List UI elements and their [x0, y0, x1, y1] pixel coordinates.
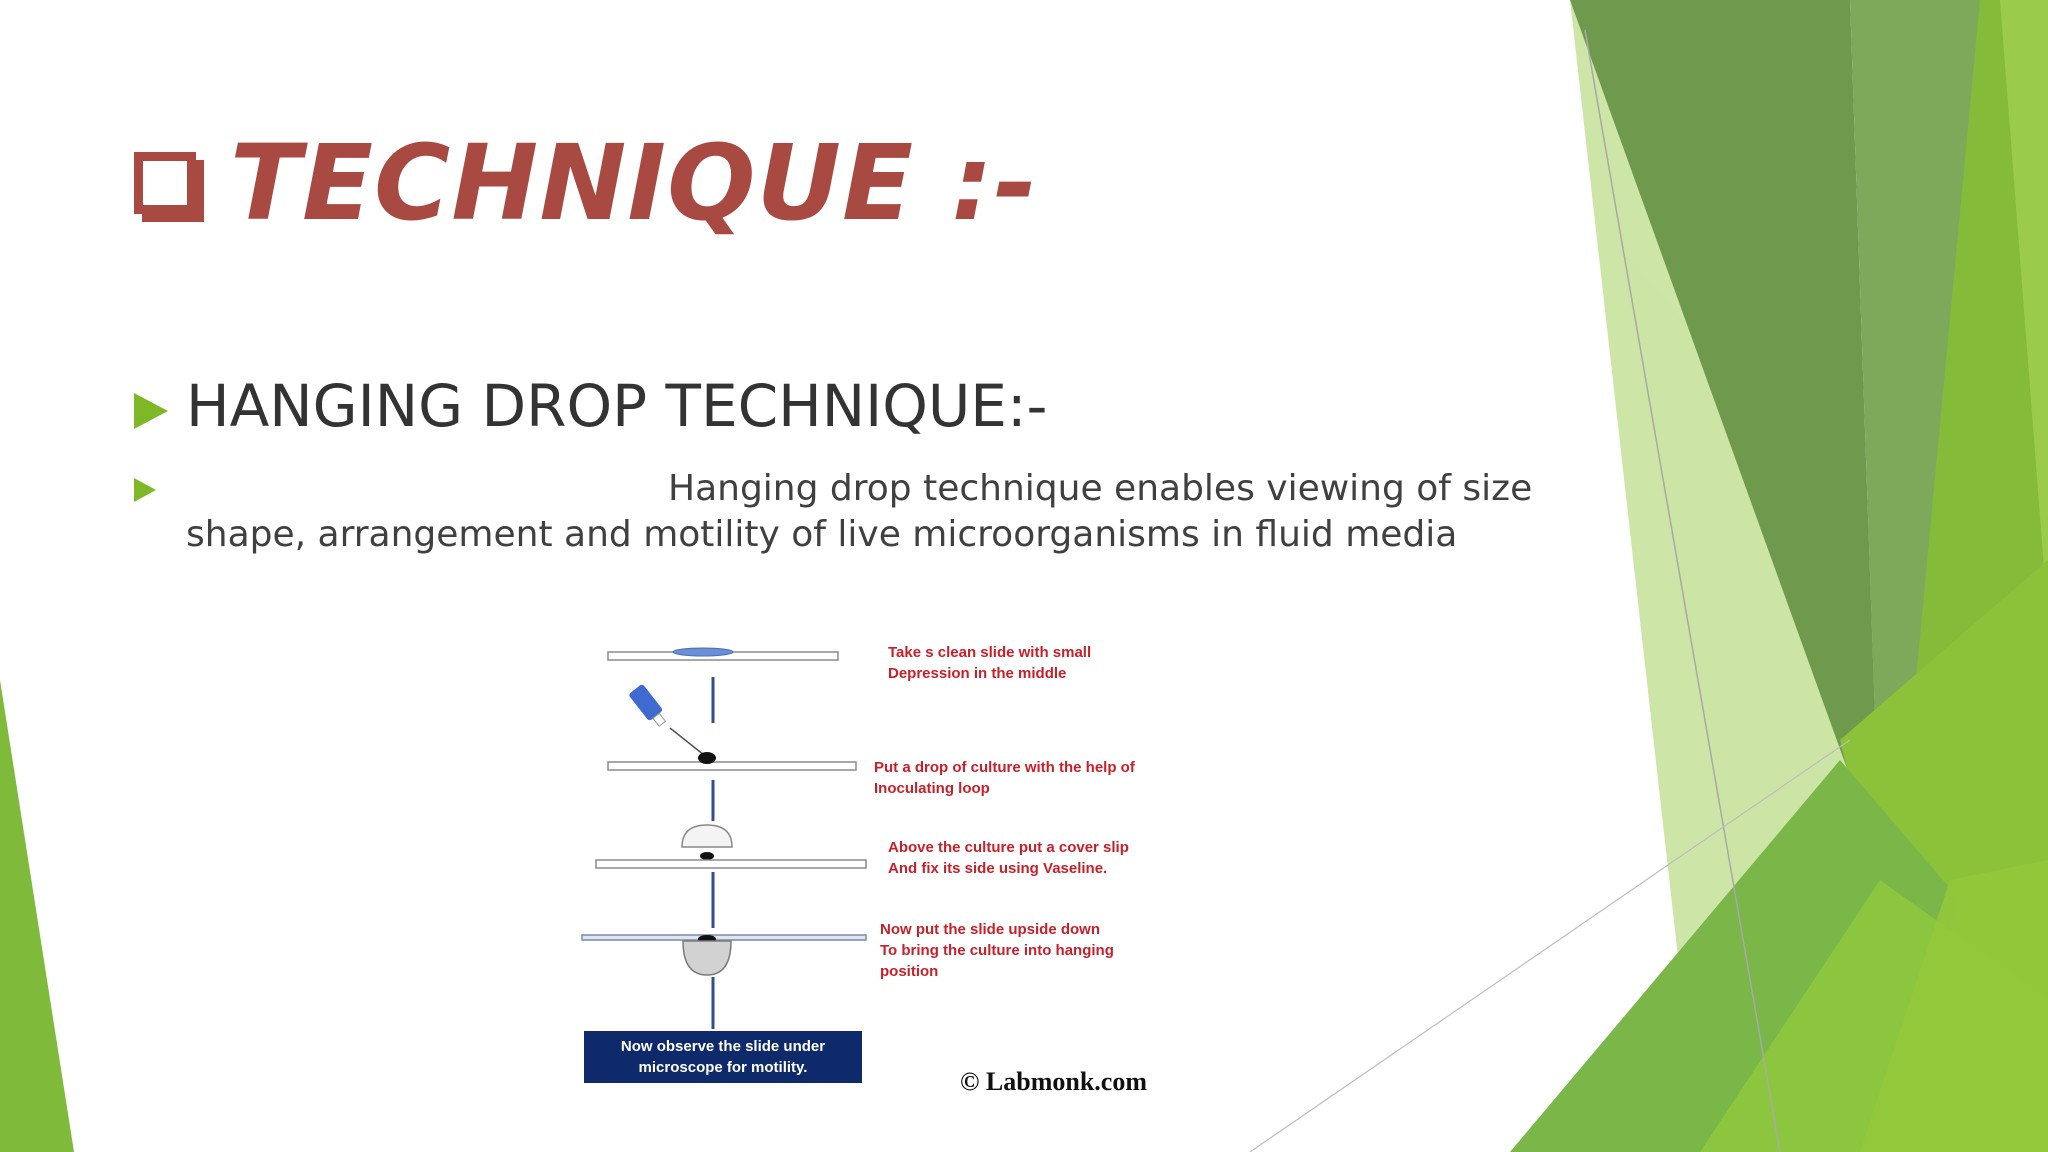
slide-title-text: TECHNIQUE :-: [230, 122, 1038, 244]
step4-label: Now put the slide upside down To bring the culture into hanging position: [880, 921, 1114, 980]
paragraph-line: shape, arrangement and motility of live microorganisms in fluid media: [186, 514, 1458, 555]
step2-label: Put a drop of culture with the help of Inoculating loop: [874, 759, 1135, 797]
checkbox-square-icon: [134, 152, 196, 214]
section-heading: HANGING DROP TECHNIQUE:-: [186, 372, 1048, 440]
paragraph-line: Hanging drop technique enables viewing of size: [668, 468, 1533, 509]
step3-label: Above the culture put a cover slip And fix its side using Vaseline.: [888, 839, 1129, 877]
bullet-arrow-icon: [134, 478, 156, 502]
observe-instruction-box: Now observe the slide under microscope for motility.: [584, 1031, 862, 1083]
bullet-arrow-icon: [134, 393, 168, 429]
step1-label: Take s clean slide with small Depression in the middle: [888, 644, 1092, 682]
slide-title: [134, 118, 1038, 248]
image-credit: © Labmonk.com: [960, 1067, 1148, 1096]
description-paragraph: [186, 466, 1533, 558]
hanging-drop-diagram: [570, 625, 1170, 1105]
